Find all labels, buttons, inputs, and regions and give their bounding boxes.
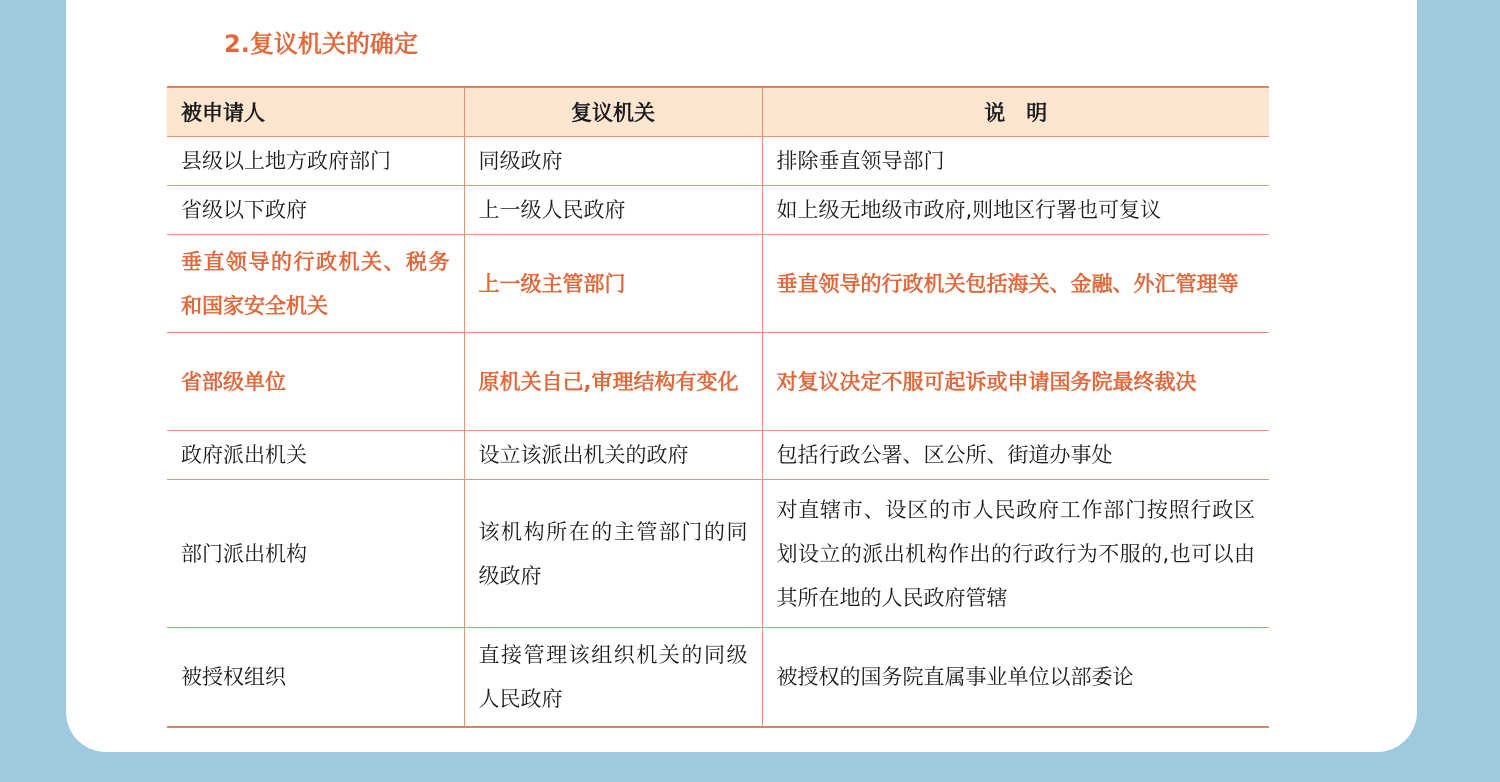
cell-applicant: 县级以上地方政府部门 — [167, 137, 464, 186]
table-row — [167, 186, 1269, 235]
cell-authority: 上一级主管部门 — [464, 235, 762, 333]
cell-authority: 设立该派出机关的政府 — [464, 431, 762, 480]
section-title: 2.复议机关的确定 — [224, 30, 418, 58]
cell-note: 被授权的国务院直属事业单位以部委论 — [762, 628, 1269, 727]
cell-applicant: 被授权组织 — [167, 628, 464, 727]
header-note: 说 明 — [762, 87, 1269, 137]
cell-applicant: 部门派出机构 — [167, 480, 464, 628]
header-applicant: 被申请人 — [167, 87, 464, 137]
cell-note: 排除垂直领导部门 — [762, 137, 1269, 186]
table-row — [167, 137, 1269, 186]
review-authority-table — [167, 86, 1269, 728]
cell-authority: 该机构所在的主管部门的同级政府 — [464, 480, 762, 628]
table-row-highlighted — [167, 333, 1269, 431]
cell-note: 垂直领导的行政机关包括海关、金融、外汇管理等 — [762, 235, 1269, 333]
table-header-row — [167, 87, 1269, 137]
cell-note: 如上级无地级市政府,则地区行署也可复议 — [762, 186, 1269, 235]
header-authority: 复议机关 — [464, 87, 762, 137]
cell-applicant: 省级以下政府 — [167, 186, 464, 235]
cell-authority: 同级政府 — [464, 137, 762, 186]
cell-note: 包括行政公署、区公所、街道办事处 — [762, 431, 1269, 480]
cell-note: 对复议决定不服可起诉或申请国务院最终裁决 — [762, 333, 1269, 431]
cell-applicant: 垂直领导的行政机关、税务和国家安全机关 — [167, 235, 464, 333]
table-row-highlighted — [167, 235, 1269, 333]
table-row — [167, 431, 1269, 480]
cell-note: 对直辖市、设区的市人民政府工作部门按照行政区划设立的派出机构作出的行政行为不服的,也可以由其所在地的人民政府管辖 — [762, 480, 1269, 628]
cell-authority: 上一级人民政府 — [464, 186, 762, 235]
table-row — [167, 480, 1269, 628]
cell-applicant: 省部级单位 — [167, 333, 464, 431]
cell-applicant: 政府派出机关 — [167, 431, 464, 480]
table-row — [167, 628, 1269, 727]
cell-authority: 直接管理该组织机关的同级人民政府 — [464, 628, 762, 727]
cell-authority: 原机关自己,审理结构有变化 — [464, 333, 762, 431]
